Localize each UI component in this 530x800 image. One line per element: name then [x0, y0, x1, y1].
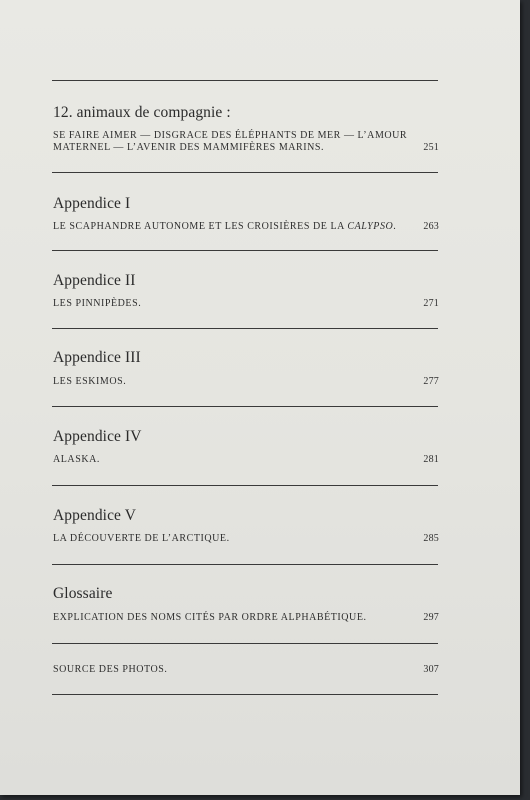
appendix-1-page-number: 263	[423, 221, 439, 232]
appendix-1-entry	[53, 221, 439, 232]
divider-rule	[52, 694, 438, 695]
appendix-2-entry-text: LES PINNIPÈDES.	[53, 298, 142, 309]
photo-sources-entry-text: SOURCE DES PHOTOS.	[53, 664, 168, 675]
divider-rule	[52, 328, 438, 329]
appendix-2-entry	[53, 298, 439, 309]
divider-rule	[52, 80, 438, 81]
appendix-4-heading: Appendice IV	[53, 428, 142, 445]
divider-rule	[52, 250, 438, 251]
glossary-entry-text: EXPLICATION DES NOMS CITÉS PAR ORDRE ALPHABÉTIQUE.	[53, 612, 367, 623]
appendix-3-entry	[53, 376, 439, 387]
divider-rule	[52, 406, 438, 407]
appendix-2-page-number: 271	[423, 298, 439, 309]
chapter-12-entry-line2-text: MATERNEL — L’AVENIR DES MAMMIFÈRES MARINS.	[53, 142, 325, 153]
appendix-3-page-number: 277	[423, 376, 439, 387]
appendix-1-entry-text: LE SCAPHANDRE AUTONOME ET LES CROISIÈRES DE LA	[53, 221, 348, 232]
glossary-heading: Glossaire	[53, 585, 113, 602]
appendix-5-entry	[53, 533, 439, 544]
glossary-page-number: 297	[423, 612, 439, 623]
photo-sources-entry	[53, 664, 439, 675]
glossary-entry	[53, 612, 439, 623]
divider-rule	[52, 643, 438, 644]
chapter-12-heading: 12. animaux de compagnie :	[53, 104, 231, 121]
appendix-5-heading: Appendice V	[53, 507, 137, 524]
divider-rule	[52, 564, 438, 565]
divider-rule	[52, 172, 438, 173]
appendix-3-entry-text: LES ESKIMOS.	[53, 376, 127, 387]
chapter-12-page-number: 251	[423, 142, 439, 153]
chapter-12-entry-line1: SE FAIRE AIMER — DISGRACE DES ÉLÉPHANTS DE MER — L’AMOUR	[53, 130, 408, 141]
appendix-5-entry-text: LA DÉCOUVERTE DE L’ARCTIQUE.	[53, 533, 230, 544]
appendix-4-entry	[53, 454, 439, 465]
divider-rule	[52, 485, 438, 486]
appendix-1-heading: Appendice I	[53, 195, 131, 212]
appendix-5-page-number: 285	[423, 533, 439, 544]
appendix-3-heading: Appendice III	[53, 349, 141, 366]
appendix-4-page-number: 281	[423, 454, 439, 465]
appendix-1-entry-italic: CALYPSO	[347, 221, 394, 232]
appendix-2-heading: Appendice II	[53, 272, 136, 289]
photo-sources-page-number: 307	[423, 664, 439, 675]
appendix-1-entry-end: .	[393, 221, 397, 232]
chapter-12-entry-line2	[53, 142, 439, 154]
appendix-4-entry-text: ALASKA.	[53, 454, 100, 465]
chapter-12-entry	[53, 130, 439, 154]
